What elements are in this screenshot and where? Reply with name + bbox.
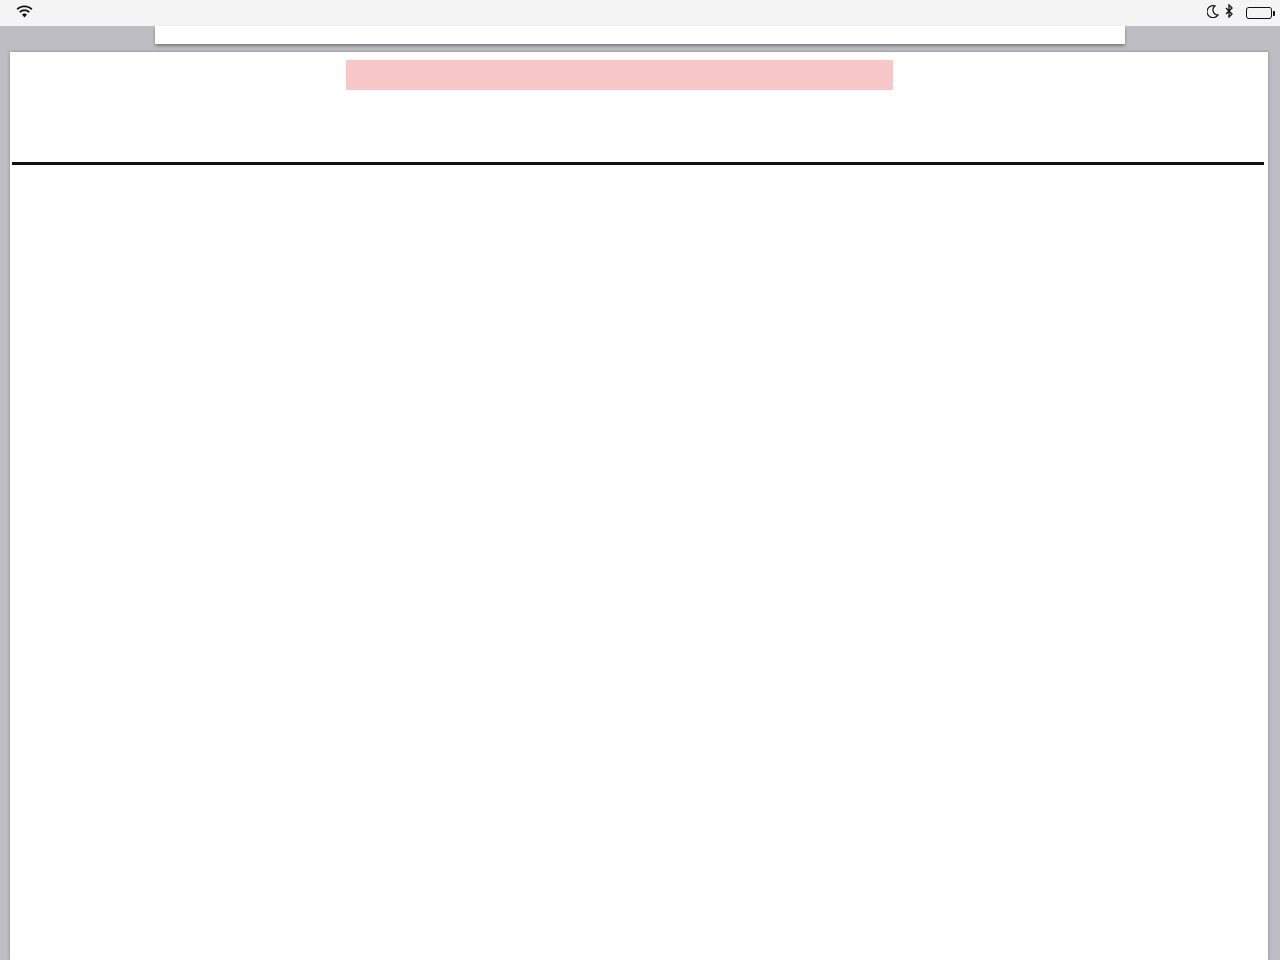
previous-page-edge — [155, 26, 1125, 44]
status-center — [0, 4, 1280, 22]
bluetooth-icon — [1225, 4, 1234, 22]
page-title — [346, 60, 893, 90]
document-page[interactable] — [10, 52, 1268, 960]
status-right — [1207, 4, 1272, 22]
battery-icon — [1246, 7, 1272, 19]
moon-icon — [1207, 4, 1219, 22]
header-divider — [12, 162, 1264, 165]
status-bar — [0, 0, 1280, 26]
